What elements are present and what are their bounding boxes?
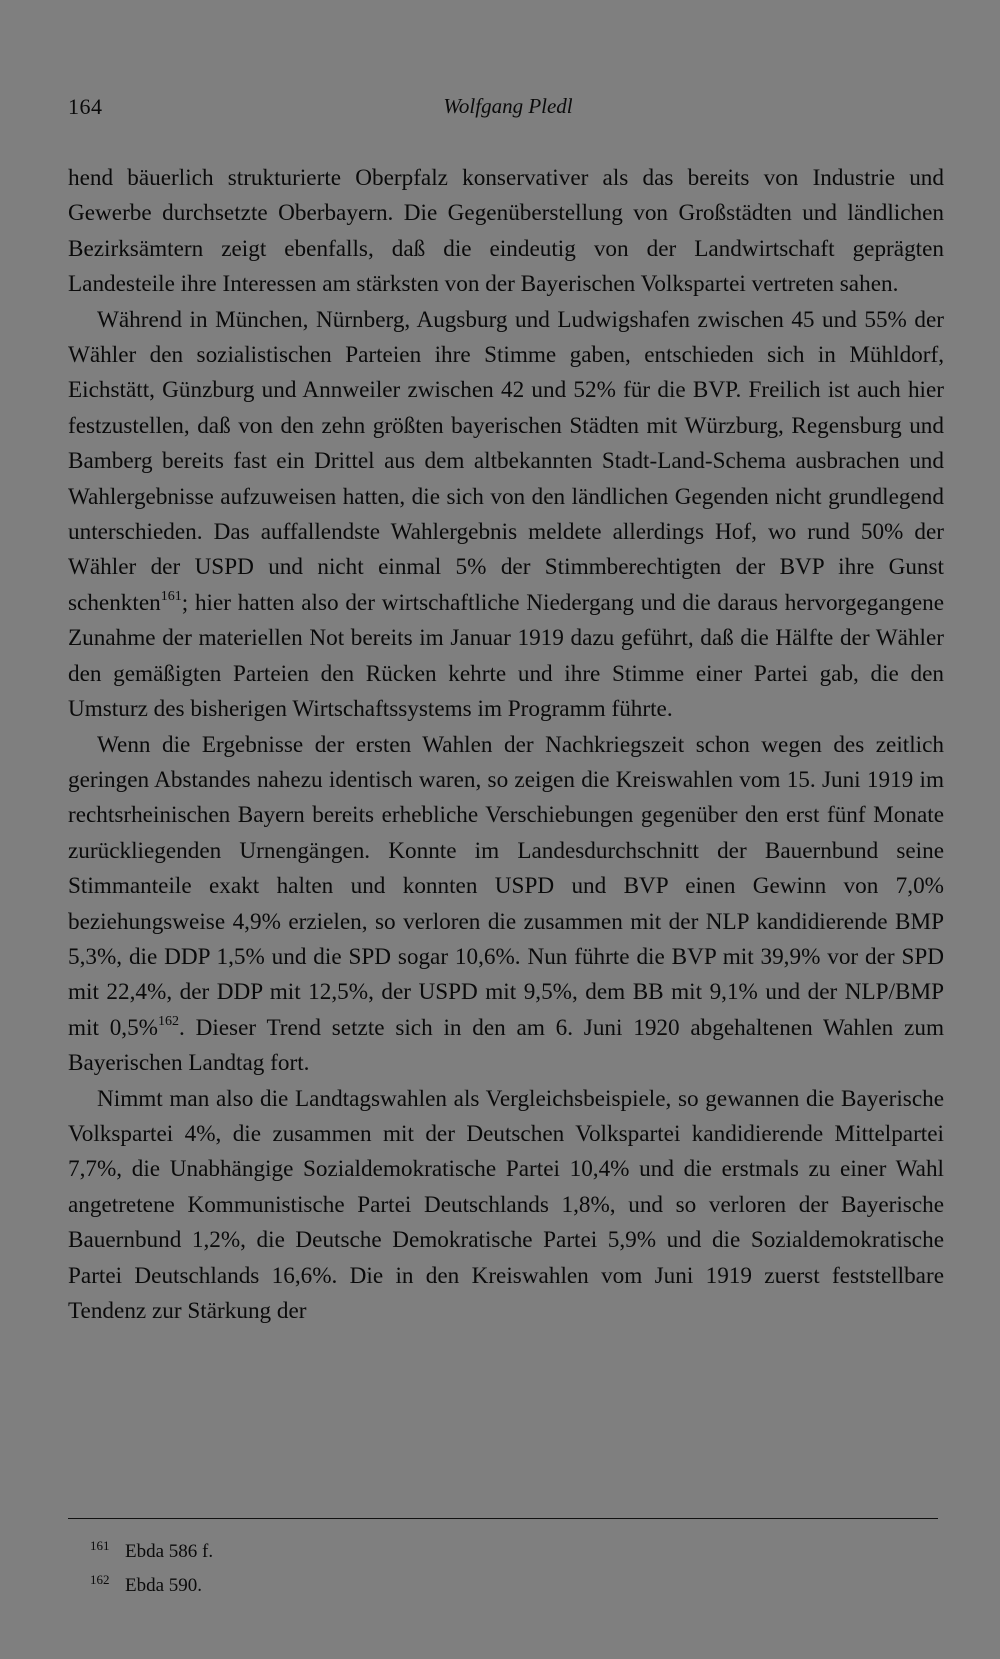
paragraph-text: Während in München, Nürnberg, Augsburg und Ludwigshafen zwischen 45 und 55% der Wähler den sozialistischen Parteien ihre Stimme gaben, entschieden sich in Mühldorf, Eichstätt, Günzburg und Annweiler zwischen 42 und 52% für die BVP. Freilich ist auch hier festzustellen, daß von den zehn größten bayerischen Städten mit Würzburg, Regensburg und Bamberg bereits fast ein Drittel aus dem altbekannten Stadt-Land-Schema ausbrachen und Wahlergebnisse aufzuweisen hatten, die sich von den ländlichen Gegenden nicht grundlegend unterschieden. Das auffallendste Wahlergebnis meldete allerdings Hof, wo rund 50% der Wähler der USPD und nicht einmal 5% der Stimmberechtigten der BVP ihre Gunst schenkten: [68, 306, 944, 616]
paragraph-text: ; hier hatten also der wirtschaftliche Niedergang und die daraus hervorgegangene Zunahme der materiellen Not bereits im Januar 1919 dazu geführt, daß die Hälfte der Wähler den gemäßigten Parteien den Rücken kehrte und ihre Stimme einer Partei gab, die den Umsturz des bisherigen Wirtschaftssystems im Programm führte.: [68, 589, 944, 723]
paragraph-4: [68, 1082, 944, 1330]
footnote-divider: [68, 1518, 938, 1519]
footnote-161: [68, 1532, 668, 1566]
paragraph-text: Nimmt man also die Landtagswahlen als Vergleichsbeispiele, so gewannen die Bayerische Volkspartei 4%, die zusammen mit der Deutschen Volkspartei kandidierende Mittelpartei 7,7%, die Unabhängige Sozialdemokratische Partei 10,4% und die erstmals zu einer Wahl angetretene Kommunistische Partei Deutschlands 1,8%, und so verloren der Bayerische Bauernbund 1,2%, die Deutsche Demokratische Partei 5,9% und die Sozialdemokratische Partei Deutschlands 16,6%. Die in den Kreiswahlen vom Juni 1919 zuerst feststellbare Tendenz zur Stärkung der: [68, 1085, 944, 1324]
running-head: Wolfgang Pledl: [443, 94, 573, 118]
paragraph-2: [68, 303, 944, 728]
footnote-number: 161: [90, 1538, 110, 1553]
footnote-162: [68, 1566, 668, 1600]
paragraph-text: hend bäuerlich strukturierte Oberpfalz konservativer als das bereits von Industrie und Gewerbe durchsetzte Oberbayern. Die Gegenüberstellung von Großstädten und ländlichen Bezirksämtern zeigt ebenfalls, daß die eindeutig von der Landwirtschaft geprägten Landesteile ihre Interessen am stärksten von der Bayerischen Volkspartei vertreten sahen.: [68, 165, 944, 298]
footnotes: [68, 1532, 668, 1600]
paragraph-3: [68, 728, 944, 1082]
page-header: [68, 94, 948, 128]
footnote-reference-162: 162: [158, 1013, 179, 1029]
footnote-text: Ebda 586 f.: [125, 1541, 214, 1562]
page-number: 164: [68, 94, 103, 119]
footnote-number: 162: [90, 1572, 110, 1587]
paragraph-text: . Dieser Trend setzte sich in den am 6. Juni 1920 abgehaltenen Wahlen zum Bayerischen Landtag fort.: [68, 1014, 944, 1077]
body-text: [68, 161, 944, 1329]
footnote-text: Ebda 590.: [125, 1575, 203, 1596]
paragraph-1: [68, 161, 944, 303]
footnote-reference-161: 161: [160, 588, 182, 604]
paragraph-text: Wenn die Ergebnisse der ersten Wahlen der Nachkriegszeit schon wegen des zeitlich geringen Abstandes nahezu identisch waren, so zeigen die Kreiswahlen vom 15. Juni 1919 im rechtsrheinischen Bayern bereits erhebliche Verschiebungen gegenüber den erst fünf Monate zurückliegenden Urnengängen. Konnte im Landesdurchschnitt der Bauernbund seine Stimmanteile exakt halten und konnten USPD und BVP einen Gewinn von 7,0% beziehungsweise 4,9% erzielen, so verloren die zusammen mit der NLP kandidierende BMP 5,3%, die DDP 1,5% und die SPD sogar 10,6%. Nun führte die BVP mit 39,9% vor der SPD mit 22,4%, der DDP mit 12,5%, der USPD mit 9,5%, dem BB mit 9,1% und der NLP/BMP mit 0,5%: [68, 731, 944, 1041]
